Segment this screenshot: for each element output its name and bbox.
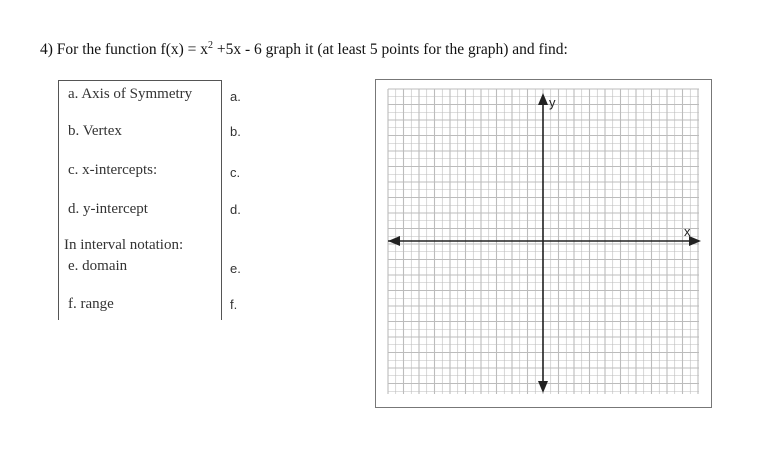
answer-slot-c[interactable]: c.	[230, 165, 241, 180]
x-axis-label: x	[684, 224, 691, 239]
table-left-border	[58, 80, 59, 320]
graph-frame	[375, 79, 712, 408]
label-x-intercepts: c. x-intercepts:	[68, 162, 158, 178]
label-interval-notation: In interval notation:	[64, 237, 184, 253]
label-range: f. range	[68, 296, 114, 312]
label-y-intercept: d. y-intercept	[68, 201, 148, 217]
label-axis-of-symmetry: a. Axis of Symmetry	[68, 86, 193, 102]
table-divider	[221, 80, 222, 320]
answer-table	[58, 80, 308, 320]
question-text	[40, 40, 568, 59]
answer-slot-a[interactable]: a.	[230, 89, 241, 104]
question-prefix: 4) For the function f(x) = x	[40, 41, 209, 59]
coordinate-grid[interactable]	[376, 80, 713, 409]
table-top-border	[58, 80, 221, 81]
answer-slot-d[interactable]: d.	[230, 202, 241, 217]
label-domain: e. domain	[68, 258, 128, 274]
label-vertex: b. Vertex	[68, 123, 122, 139]
answer-slot-b[interactable]: b.	[230, 124, 241, 139]
answer-slot-f[interactable]: f.	[230, 297, 238, 312]
question-suffix: +5x - 6 graph it (at least 5 points for the graph) and find:	[213, 41, 568, 59]
question-exponent: 2	[208, 40, 214, 51]
y-axis-up-arrow-icon	[538, 93, 548, 105]
y-axis-label: y	[549, 95, 556, 110]
answer-slot-e[interactable]: e.	[230, 261, 241, 276]
